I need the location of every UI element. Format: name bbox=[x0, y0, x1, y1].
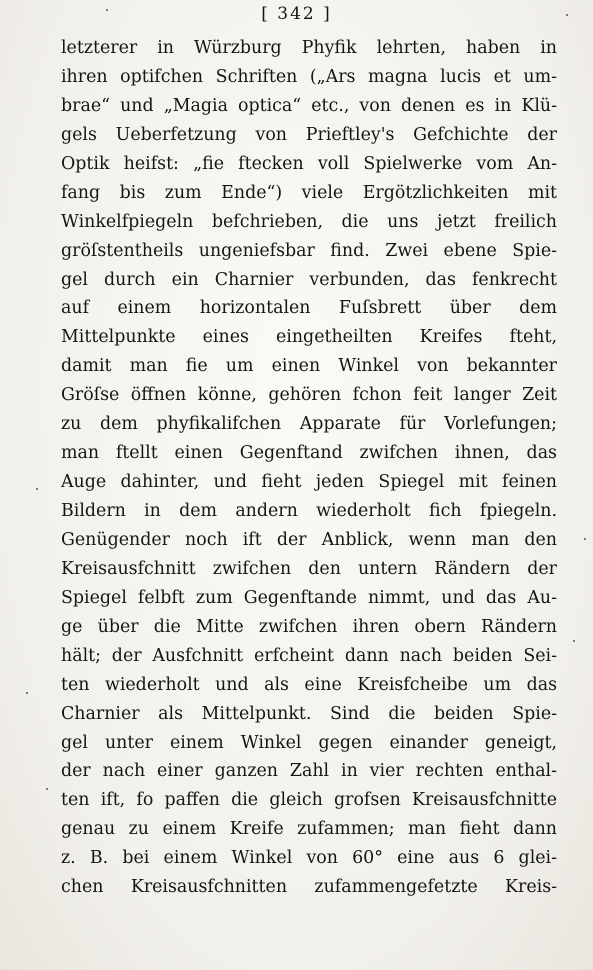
text-line: Charnier als Mittelpunkt. Sind die beiden Spie- bbox=[61, 703, 557, 724]
page-number: [ 342 ] bbox=[261, 4, 332, 24]
scan-speck bbox=[46, 788, 48, 790]
text-line: Optik heifst: „fie ftecken voll Spielwerke vom An- bbox=[61, 153, 557, 174]
scan-speck bbox=[584, 538, 586, 540]
text-line: gels Ueberfetzung von Prieftley's Gefchichte der bbox=[61, 124, 557, 145]
text-line: damit man fie um einen Winkel von bekannter bbox=[61, 356, 557, 377]
scan-speck bbox=[36, 488, 38, 490]
text-line: brae“ und „Magia optica“ etc., von denen es in Klü- bbox=[61, 95, 557, 116]
text-line: ge über die Mitte zwifchen ihren obern Rändern bbox=[61, 616, 557, 637]
scan-speck bbox=[573, 640, 575, 642]
text-line: z. B. bei einem Winkel von 60° eine aus 6 glei- bbox=[61, 848, 557, 869]
text-line: gel durch ein Charnier verbunden, das fenkrecht bbox=[61, 269, 557, 290]
text-line: Gröſse öffnen könne, gehören fchon feit langer Zeit bbox=[61, 385, 557, 406]
scan-speck bbox=[106, 9, 108, 11]
text-line: hält; der Ausfchnitt erfcheint dann nach beiden Sei- bbox=[61, 645, 557, 666]
text-line: Auge dahinter, und fieht jeden Spiegel mit feinen bbox=[61, 472, 557, 493]
text-line: ten wiederholt und als eine Kreisfcheibe um das bbox=[61, 674, 557, 695]
scan-speck bbox=[26, 692, 28, 694]
text-line: Bildern in dem andern wiederholt fich fpiegeln. bbox=[61, 501, 557, 521]
scan-speck bbox=[566, 14, 568, 16]
text-line: Kreisausfchnitt zwifchen den untern Rändern der bbox=[61, 558, 557, 579]
text-line: zu dem phyfikalifchen Apparate für Vorlefungen; bbox=[61, 414, 557, 435]
text-line: man ftellt einen Gegenftand zwifchen ihnen, das bbox=[61, 443, 557, 464]
text-line: Genügender noch ift der Anblick, wenn man den bbox=[61, 529, 557, 550]
text-line: auf einem horizontalen Fuſsbrett über dem bbox=[61, 298, 557, 319]
text-line: gel unter einem Winkel gegen einander geneigt, bbox=[61, 732, 557, 753]
text-line: ten ift, fo paffen die gleich grofsen Kreisausfchnitte bbox=[61, 790, 557, 811]
body-text bbox=[61, 34, 557, 902]
text-line: der nach einer ganzen Zahl in vier rechten enthal- bbox=[61, 761, 557, 782]
text-line: gröſstentheils ungeniefsbar find. Zwei ebene Spie- bbox=[61, 240, 557, 261]
text-line: ihren optifchen Schriften („Ars magna lucis et um- bbox=[61, 66, 557, 87]
text-line: chen Kreisausfchnitten zufammengefetzte Kreis- bbox=[61, 877, 557, 898]
text-line: fang bis zum Ende“) viele Ergötzlichkeiten mit bbox=[61, 182, 557, 203]
text-line: genau zu einem Kreife zufammen; man fieht dann bbox=[61, 819, 557, 840]
text-line: Spiegel felbft zum Gegenftande nimmt, und das Au- bbox=[61, 587, 557, 608]
text-line: letzterer in Würzburg Phyfik lehrten, haben in bbox=[61, 38, 557, 58]
text-line: Mittelpunkte eines eingetheilten Kreifes fteht, bbox=[61, 327, 557, 348]
text-line: Winkelfpiegeln befchrieben, die uns jetzt freilich bbox=[61, 211, 557, 232]
